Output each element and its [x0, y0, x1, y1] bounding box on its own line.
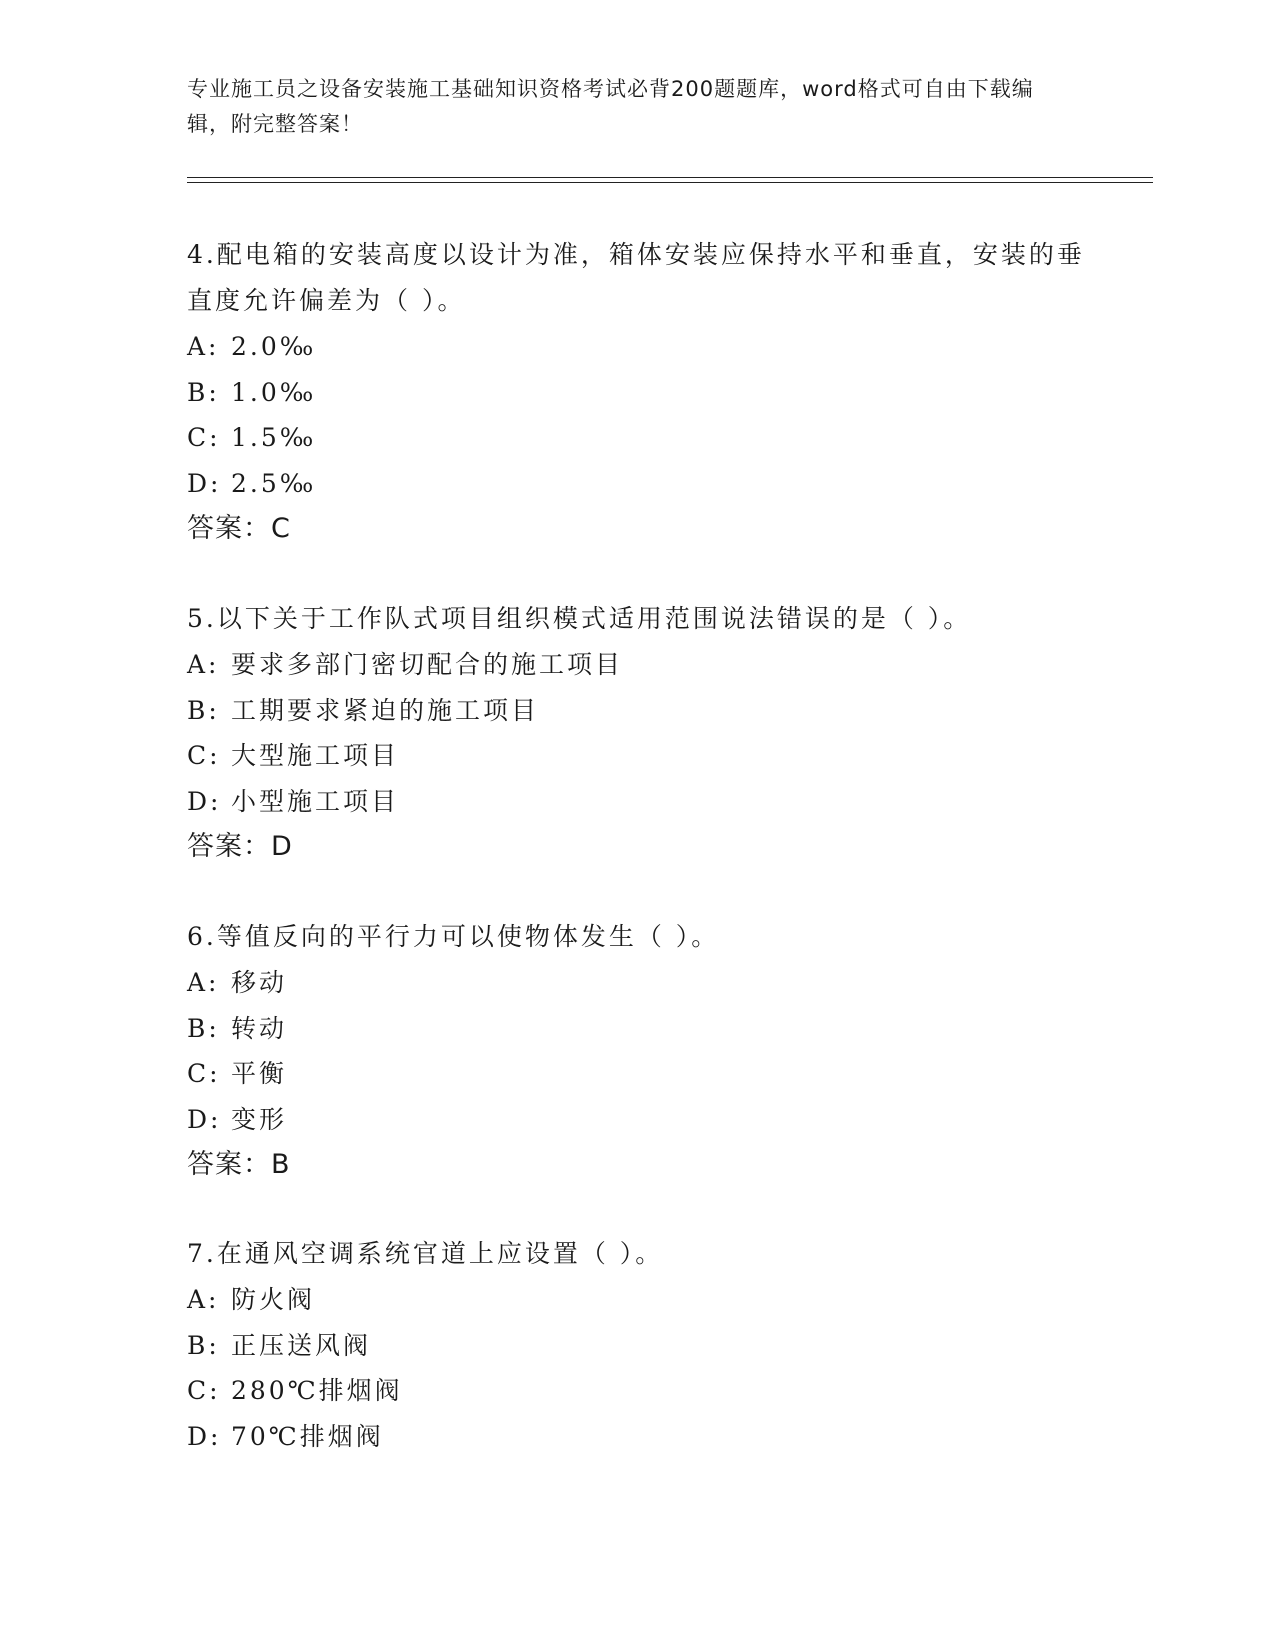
option-b: [187, 688, 1087, 734]
option-key: B:: [187, 1330, 220, 1360]
option-key: B:: [187, 1013, 220, 1043]
option-text: 280℃排烟阀: [231, 1376, 403, 1405]
option-text: 70℃排烟阀: [231, 1421, 384, 1451]
option-text: 1.0‰: [231, 377, 317, 407]
option-key: D:: [187, 468, 222, 498]
option-a: [187, 960, 1087, 1006]
question-stem: 4.配电箱的安装高度以设计为准，箱体安装应保持水平和垂直，安装的垂直度允许偏差为（ ）。: [187, 240, 1085, 315]
option-text: 正压送风阀: [231, 1330, 372, 1360]
answer-line: 答案：D: [187, 831, 293, 862]
option-key: A:: [187, 1285, 220, 1314]
option-c: [187, 415, 1087, 461]
answer-line: 答案：C: [187, 513, 291, 544]
option-key: A:: [187, 332, 220, 361]
option-text: 转动: [231, 1013, 288, 1043]
option-d: [187, 779, 1087, 825]
option-text: 移动: [231, 968, 288, 997]
answer-line: 答案：B: [187, 1149, 291, 1180]
option-b: [187, 1006, 1087, 1052]
option-c: [187, 733, 1087, 779]
option-b: [187, 370, 1087, 416]
question-6: [187, 914, 1087, 1188]
option-key: D:: [187, 1104, 222, 1134]
option-text: 1.5‰: [231, 423, 317, 452]
option-key: D:: [187, 1421, 222, 1451]
question-4: [187, 232, 1087, 552]
question-stem: 5.以下关于工作队式项目组织模式适用范围说法错误的是（ ）。: [187, 604, 972, 633]
question-5: [187, 596, 1087, 870]
option-text: 工期要求紧迫的施工项目: [231, 695, 540, 725]
document-header: 专业施工员之设备安装施工基础知识资格考试必背200题题库，word格式可自由下载编辑，附完整答案！: [187, 77, 1034, 136]
header-divider-bottom: [187, 182, 1153, 183]
option-text: 防火阀: [231, 1285, 316, 1314]
question-7: [187, 1231, 1087, 1459]
option-c: [187, 1368, 1087, 1414]
option-b: [187, 1323, 1087, 1369]
option-text: 平衡: [231, 1059, 288, 1088]
option-a: [187, 642, 1087, 688]
option-key: C:: [187, 741, 221, 770]
option-text: 变形: [231, 1104, 288, 1134]
option-a: [187, 324, 1087, 370]
option-d: [187, 461, 1087, 507]
option-key: D:: [187, 786, 222, 816]
option-key: B:: [187, 377, 220, 407]
option-a: [187, 1277, 1087, 1323]
option-text: 2.5‰: [231, 468, 317, 498]
option-key: C:: [187, 423, 221, 452]
option-d: [187, 1097, 1087, 1143]
question-stem: 6.等值反向的平行力可以使物体发生（ ）。: [187, 922, 720, 951]
option-key: B:: [187, 695, 220, 725]
option-d: [187, 1414, 1087, 1460]
option-c: [187, 1051, 1087, 1097]
option-text: 2.0‰: [231, 332, 317, 361]
question-stem: 7.在通风空调系统官道上应设置（ ）。: [187, 1239, 664, 1268]
option-key: A:: [187, 968, 220, 997]
option-text: 要求多部门密切配合的施工项目: [231, 650, 624, 679]
option-key: A:: [187, 650, 220, 679]
option-key: C:: [187, 1059, 221, 1088]
option-key: C:: [187, 1376, 221, 1405]
header-divider-top: [187, 177, 1153, 178]
option-text: 大型施工项目: [231, 741, 400, 770]
option-text: 小型施工项目: [231, 786, 400, 816]
